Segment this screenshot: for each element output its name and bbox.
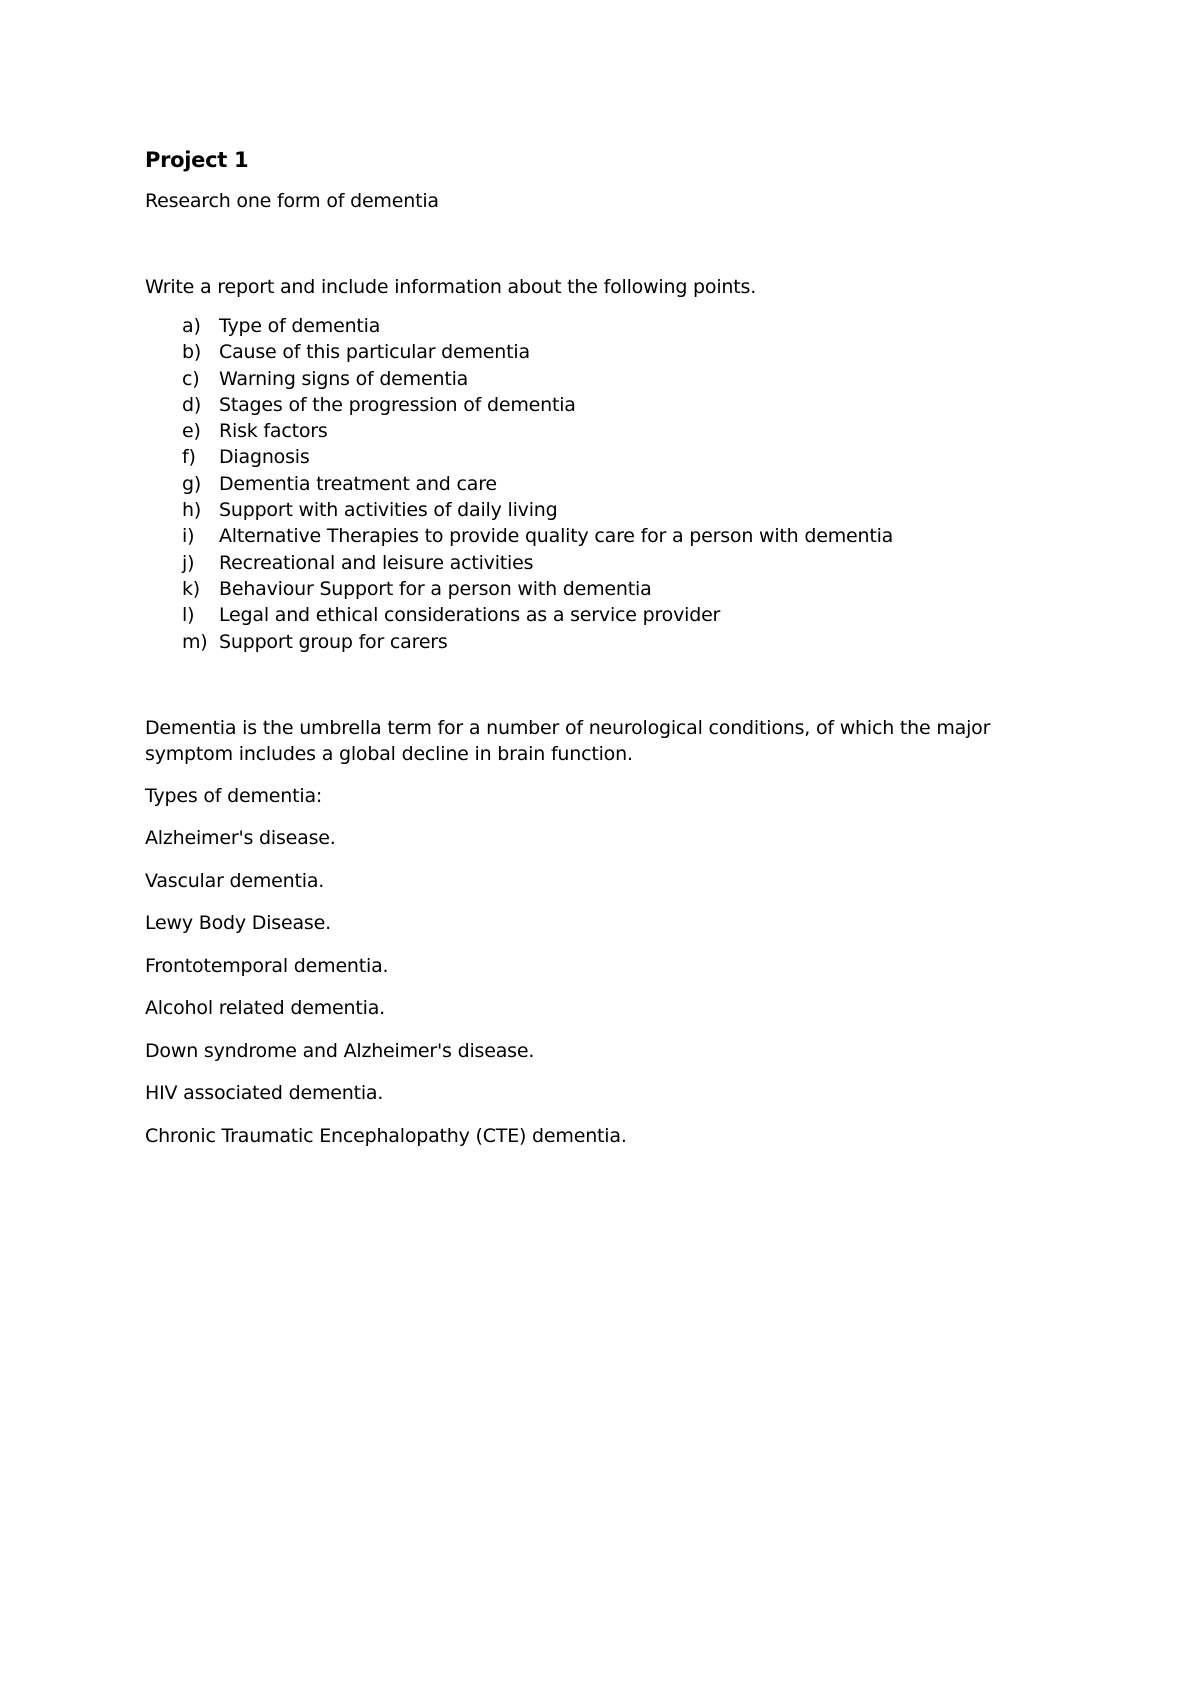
list-item	[145, 523, 1075, 549]
report-points-list	[145, 313, 1075, 655]
document-body	[145, 145, 1075, 1149]
list-item-text: Support group for carers	[219, 630, 448, 653]
list-marker: a)	[182, 315, 201, 337]
list-item-text: Diagnosis	[219, 446, 310, 469]
list-item-text: Behaviour Support for a person with dementia	[219, 577, 652, 600]
list-item	[145, 313, 1075, 339]
list-marker: c)	[182, 367, 200, 390]
list-item-text: Recreational and leisure activities	[219, 551, 534, 574]
list-item-text: Legal and ethical considerations as a service provider	[219, 604, 721, 627]
list-item-text: Type of dementia	[219, 315, 381, 337]
list-marker: m)	[182, 630, 208, 653]
list-item-text: Alternative Therapies to provide quality care for a person with dementia	[219, 525, 894, 548]
document-subtitle: Research one form of dementia	[145, 190, 439, 212]
list-marker: h)	[182, 499, 202, 522]
list-item	[145, 471, 1075, 497]
types-heading: Types of dementia:	[145, 784, 323, 807]
list-item	[145, 497, 1075, 523]
list-item-text: Warning signs of dementia	[219, 367, 469, 390]
list-item-text: Support with activities of daily living	[219, 499, 558, 522]
intro-paragraph: Dementia is the umbrella term for a number of neurological conditions, of which the major symptom includes a global decline in brain function.	[145, 716, 991, 765]
list-item	[145, 550, 1075, 576]
list-item	[145, 444, 1075, 470]
list-item	[145, 339, 1075, 365]
dementia-type: Alcohol related dementia.	[145, 997, 385, 1020]
list-marker: g)	[182, 472, 202, 495]
report-instruction: Write a report and include information about the following points.	[145, 276, 757, 298]
list-marker: i)	[182, 525, 195, 548]
list-marker: b)	[182, 341, 202, 364]
list-item	[145, 629, 1075, 655]
dementia-type: Chronic Traumatic Encephalopathy (CTE) dementia.	[145, 1124, 627, 1147]
list-item	[145, 392, 1075, 418]
list-marker: d)	[182, 393, 202, 416]
list-item	[145, 576, 1075, 602]
list-item	[145, 418, 1075, 444]
list-item	[145, 602, 1075, 628]
list-item-text: Dementia treatment and care	[219, 472, 497, 495]
list-marker: k)	[182, 577, 201, 600]
dementia-type: Alzheimer's disease.	[145, 827, 336, 850]
dementia-type: Frontotemporal dementia.	[145, 954, 389, 977]
document-title: Project 1	[145, 148, 249, 172]
dementia-type: Down syndrome and Alzheimer's disease.	[145, 1039, 535, 1062]
dementia-type: Vascular dementia.	[145, 869, 325, 892]
list-marker: j)	[182, 551, 195, 574]
list-marker: f)	[182, 446, 196, 469]
list-item	[145, 366, 1075, 392]
list-item-text: Cause of this particular dementia	[219, 341, 530, 364]
list-marker: e)	[182, 420, 201, 443]
list-marker: l)	[182, 604, 195, 627]
dementia-type: HIV associated dementia.	[145, 1082, 384, 1105]
list-item-text: Stages of the progression of dementia	[219, 393, 576, 416]
dementia-type: Lewy Body Disease.	[145, 912, 331, 935]
list-item-text: Risk factors	[219, 420, 328, 443]
